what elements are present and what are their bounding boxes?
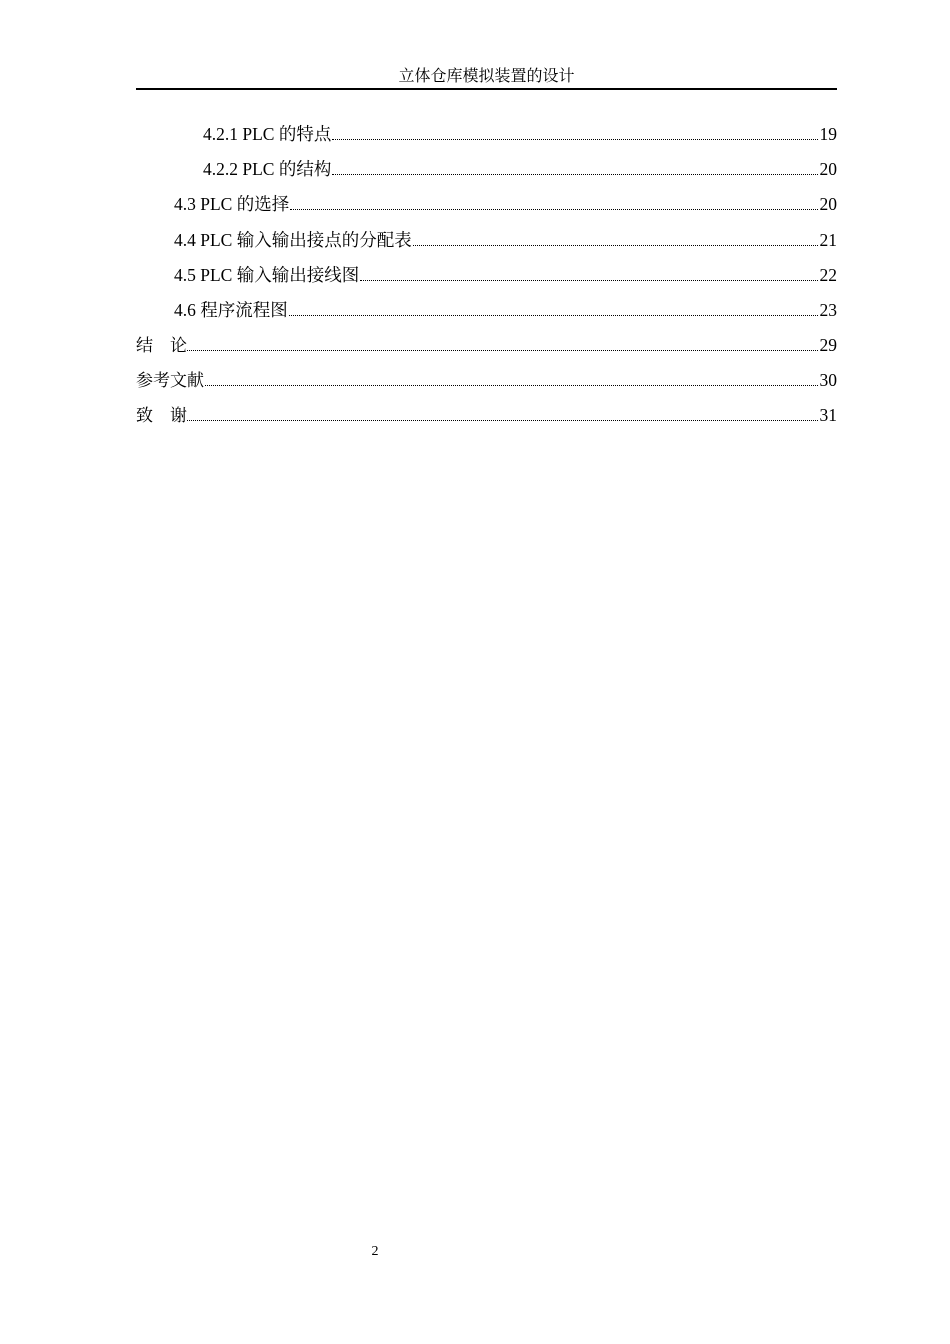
toc-entry-title: 致谢 xyxy=(136,406,204,426)
toc-entry-page: 29 xyxy=(819,335,837,355)
toc-entry-title: 4.2.2 PLC 的结构 xyxy=(203,159,332,179)
page-number: 2 xyxy=(371,1244,379,1259)
toc-entry-4-2-1[interactable] xyxy=(203,122,837,146)
toc-entry-title: 4.4 PLC 输入输出接点的分配表 xyxy=(174,230,412,250)
toc-entry-page: 20 xyxy=(819,194,837,214)
toc-entry-page: 22 xyxy=(819,265,837,285)
toc-dot-leader xyxy=(187,420,818,421)
toc-dot-leader xyxy=(332,139,817,140)
toc-entry-title: 结论 xyxy=(136,336,204,356)
toc-dot-leader xyxy=(205,385,818,386)
toc-entry-title: 4.2.1 PLC 的特点 xyxy=(203,124,332,144)
page-header-title: 立体仓库模拟装置的设计 xyxy=(136,66,837,90)
toc-entry-4-3[interactable] xyxy=(174,192,837,216)
toc-dot-leader xyxy=(332,174,817,175)
toc-entry-page: 30 xyxy=(819,370,837,390)
toc-entry-page: 20 xyxy=(819,159,837,179)
toc-entry-page: 19 xyxy=(819,124,837,144)
toc-entry-acknowledgements[interactable] xyxy=(136,403,837,427)
toc-entry-references[interactable] xyxy=(136,368,837,392)
toc-entry-4-2-2[interactable] xyxy=(203,157,837,181)
toc-dot-leader xyxy=(360,280,817,281)
toc-entry-4-5[interactable] xyxy=(174,263,837,287)
toc-dot-leader xyxy=(413,245,818,246)
toc-entry-title: 4.3 PLC 的选择 xyxy=(174,194,290,214)
toc-entry-4-4[interactable] xyxy=(174,228,837,252)
toc-entry-4-6[interactable] xyxy=(174,298,837,322)
toc-entry-page: 31 xyxy=(819,405,837,425)
toc-entry-conclusion[interactable] xyxy=(136,333,837,357)
toc-entry-page: 23 xyxy=(819,300,837,320)
toc-entry-page: 21 xyxy=(819,230,837,250)
toc-dot-leader xyxy=(289,315,818,316)
toc-dot-leader xyxy=(187,350,818,351)
toc-entry-title: 4.5 PLC 输入输出接线图 xyxy=(174,265,360,285)
toc-entry-title: 4.6 程序流程图 xyxy=(174,300,288,320)
toc-entry-title: 参考文献 xyxy=(136,371,204,391)
toc-dot-leader xyxy=(290,209,817,210)
